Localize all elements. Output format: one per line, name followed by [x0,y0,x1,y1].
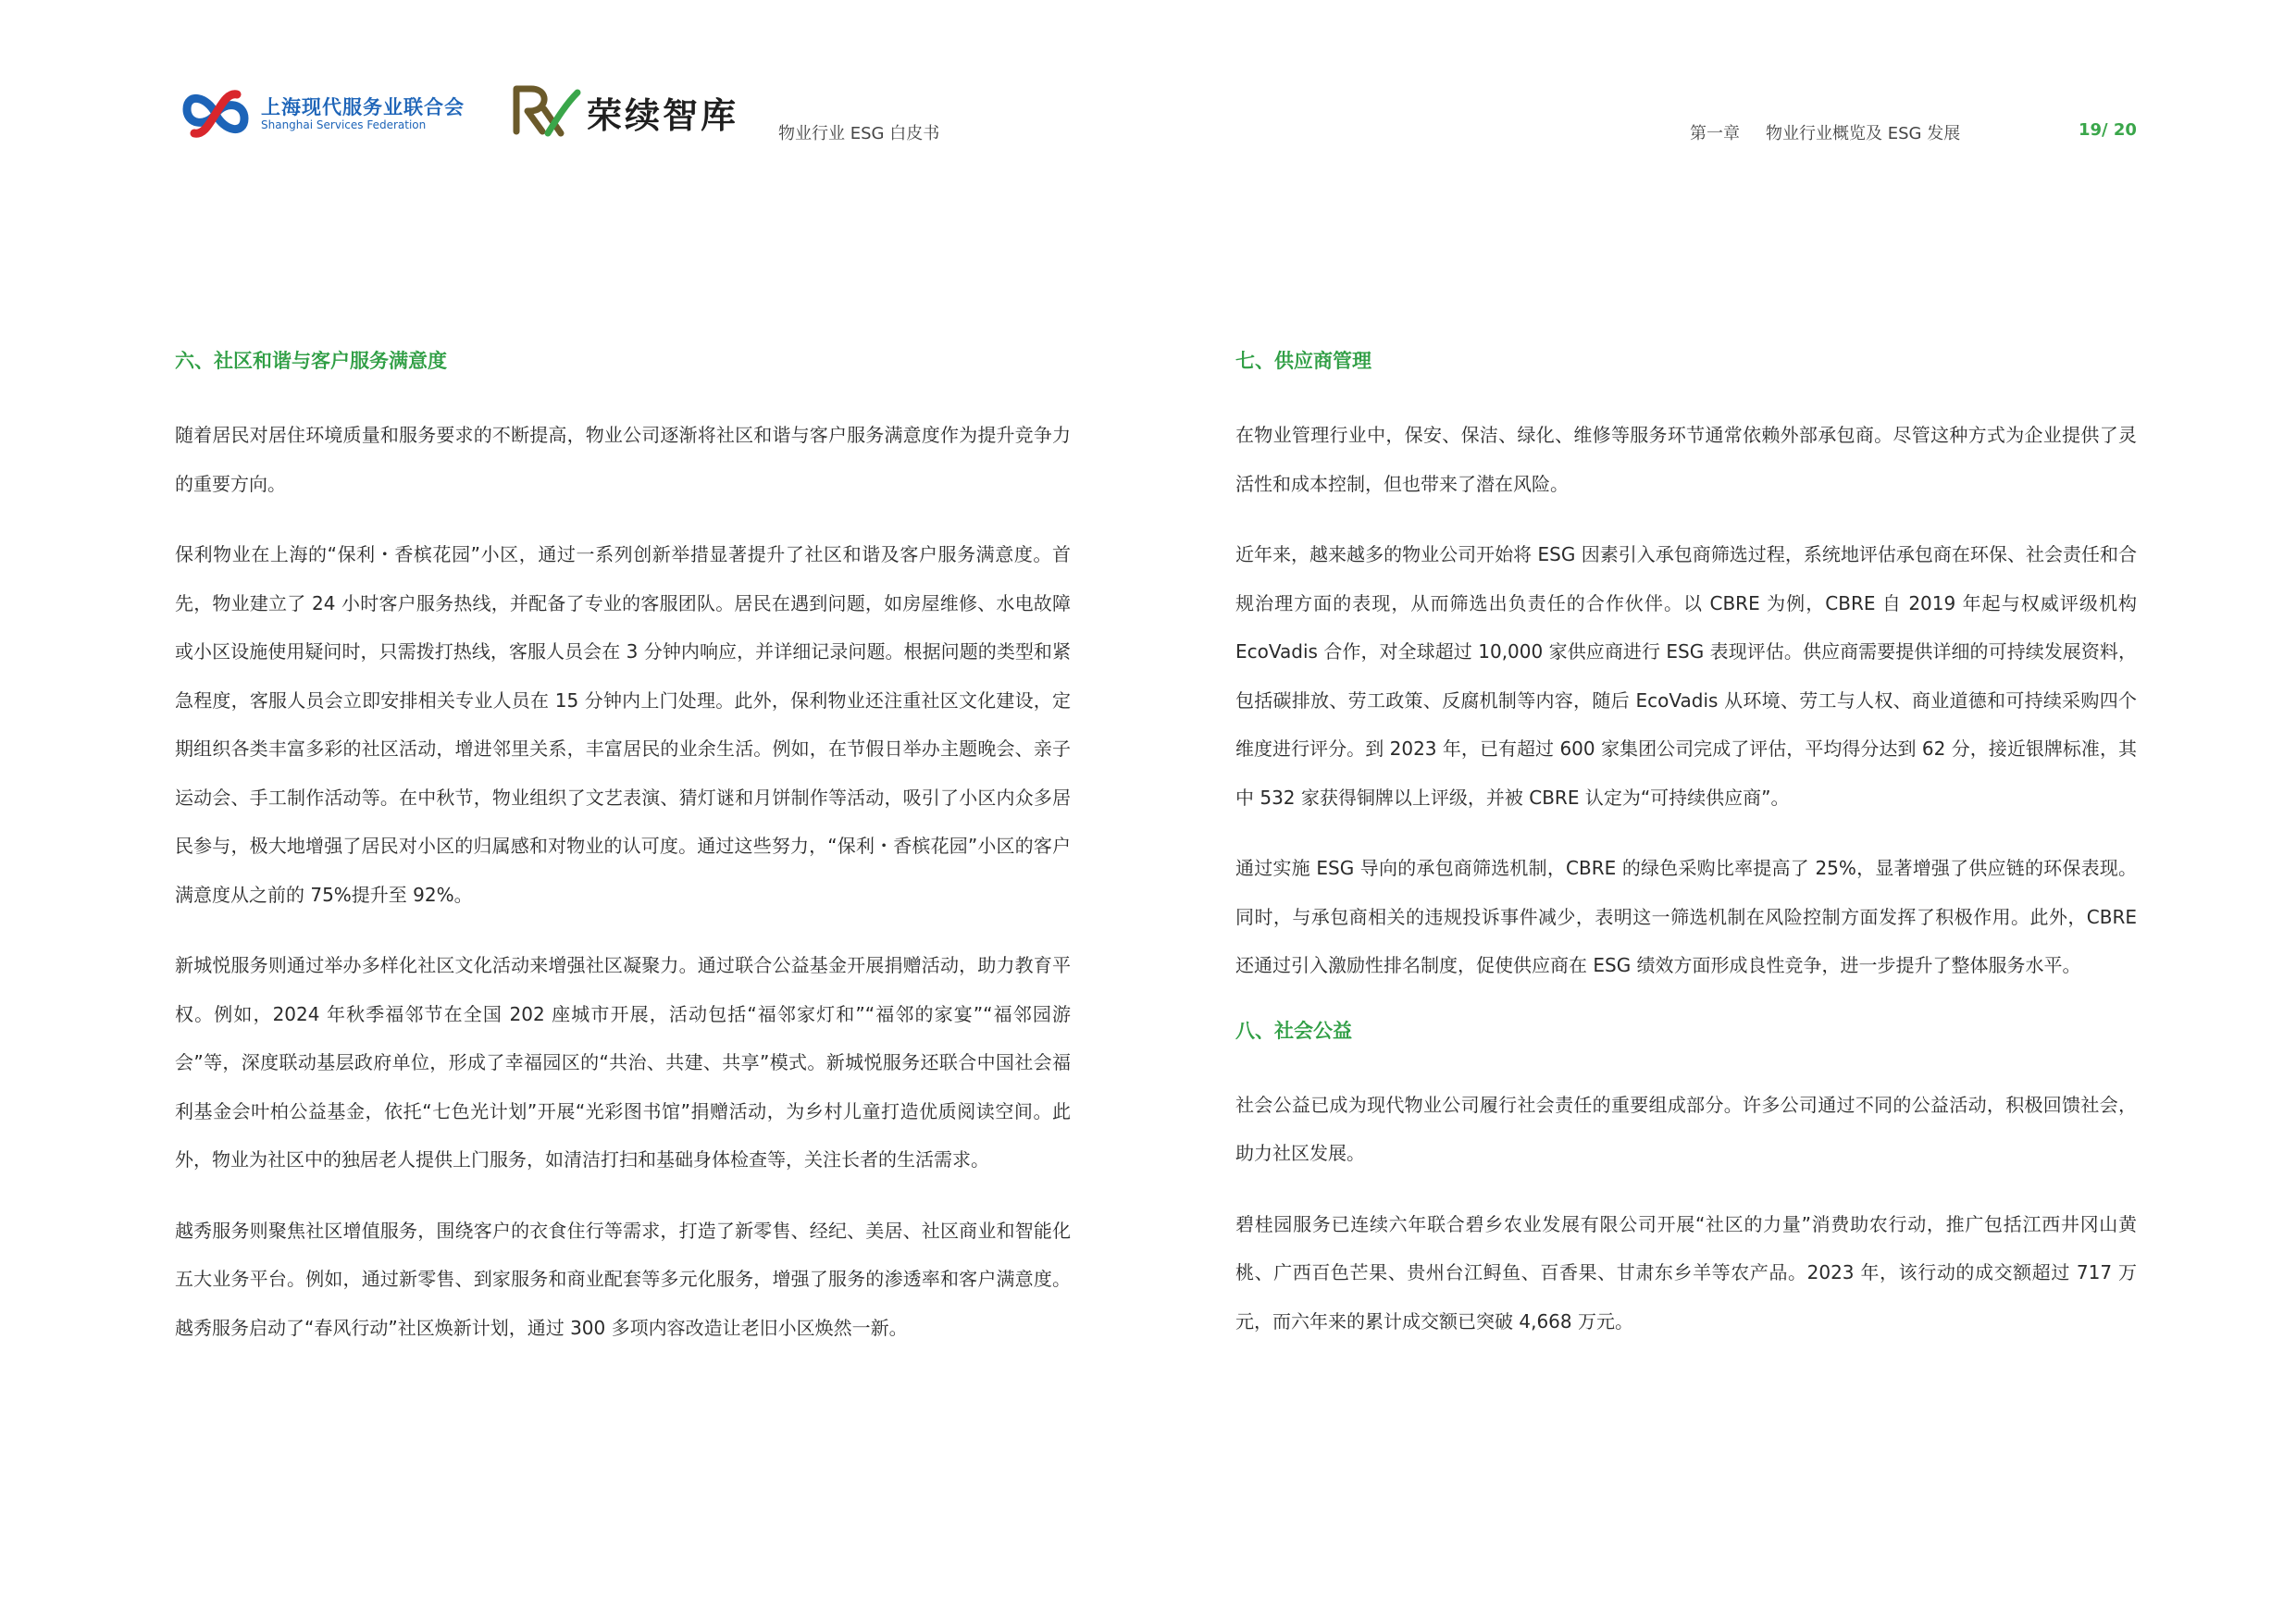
paragraph: 保利物业在上海的“保利・香槟花园”小区，通过一系列创新举措显著提升了社区和谐及客户服务满意度。首先，物业建立了 24 小时客户服务热线，并配备了专业的客服团队。居民在遇到问题，如房屋维修、水电故障或小区设施使用疑问时，只需拨打热线，客服人员会在 3 分钟内响应，并详细记录问题。根据问题的类型和紧急程度，客服人员会立即安排相关专业人员在 15 分钟内上门处理。此外，保利物业还注重社区文化建设，定期组织各类丰富多彩的社区活动，增进邻里关系，丰富居民的业余生活。例如，在节假日举办主题晚会、亲子运动会、手工制作活动等。在中秋节，物业组织了文艺表演、猜灯谜和月饼制作等活动，吸引了小区内众多居民参与，极大地增强了居民对小区的归属感和对物业的认可度。通过这些努力，“保利・香槟花园”小区的客户满意度从之前的 75%提升至 92%。 [175,543,1071,906]
paragraph: 随着居民对居住环境质量和服务要求的不断提高，物业公司逐渐将社区和谐与客户服务满意度作为提升竞争力的重要方向。 [175,424,1071,495]
brand-name: 荣续智库 [587,95,739,136]
section-heading-social-welfare: 八、社会公益 [1235,1019,1352,1042]
page-number: 19/ 20 [2079,120,2137,140]
left-column [175,342,1071,1374]
paragraph: 新城悦服务则通过举办多样化社区文化活动来增强社区凝聚力。通过联合公益基金开展捐赠活动，助力教育平权。例如，2024 年秋季福邻节在全国 202 座城市开展，活动包括“福邻家灯和”“福邻的家宴”“福邻园游会”等，深度联动基层政府单位，形成了幸福园区的“共治、共建、共享”模式。新城悦服务还联合中国社会福利基金会叶柏公益基金，依托“七色光计划”开展“光彩图书馆”捐赠活动，为乡村儿童打造优质阅读空间。此外，物业为社区中的独居老人提供上门服务，如清洁打扫和基础身体检查等，关注长者的生活需求。 [175,954,1071,1171]
rx-emblem-icon [511,81,581,139]
paragraph: 通过实施 ESG 导向的承包商筛选机制，CBRE 的绿色采购比率提高了 25%，显著增强了供应链的环保表现。同时，与承包商相关的违规投诉事件减少，表明这一筛选机制在风险控制方面发挥了积极作用。此外，CBRE 还通过引入激励性排名制度，促使供应商在 ESG 绩效方面形成良性竞争，进一步提升了整体服务水平。 [1235,857,2137,976]
right-column [1235,342,2137,1368]
paragraph: 近年来，越来越多的物业公司开始将 ESG 因素引入承包商筛选过程，系统地评估承包商在环保、社会责任和合规治理方面的表现，从而筛选出负责任的合作伙伴。以 CBRE 为例，CBRE 自 2019 年起与权威评级机构 EcoVadis 合作，对全球超过 10,000 家供应商进行 ESG 表现评估。供应商需要提供详细的可持续发展资料，包括碳排放、劳工政策、反腐机制等内容，随后 EcoVadis 从环境、劳工与人权、商业道德和可持续采购四个维度进行评分。到 2023 年，已有超过 600 家集团公司完成了评估，平均得分达到 62 分，接近银牌标准，其中 532 家获得铜牌以上评级，并被 CBRE 认定为“可持续供应商”。 [1235,543,2137,809]
shanghai-services-federation-logo [181,85,487,144]
paragraph: 在物业管理行业中，保安、保洁、绿化、维修等服务环节通常依赖外部承包商。尽管这种方式为企业提供了灵活性和成本控制，但也带来了潜在风险。 [1235,424,2137,495]
chapter-number: 第一章 [1690,124,1740,143]
chapter-header [1690,120,1960,144]
page-header [0,0,2296,176]
federation-emblem-icon [181,87,250,141]
chapter-title: 物业行业概览及 ESG 发展 [1766,124,1961,143]
org-name-en: Shanghai Services Federation [261,118,427,131]
section-heading-community-harmony: 六、社区和谐与客户服务满意度 [175,350,447,372]
document-title: 物业行业 ESG 白皮书 [778,124,940,143]
paragraph: 社会公益已成为现代物业公司履行社会责任的重要组成部分。许多公司通过不同的公益活动，积极回馈社会，助力社区发展。 [1235,1093,2137,1164]
paragraph: 越秀服务则聚焦社区增值服务，围绕客户的衣食住行等需求，打造了新零售、经纪、美居、社区商业和智能化五大业务平台。例如，通过新零售、到家服务和商业配套等多元化服务，增强了服务的渗透率和客户满意度。越秀服务启动了“春风行动”社区焕新计划，通过 300 多项内容改造让老旧小区焕然一新。 [175,1219,1071,1339]
paragraph: 碧桂园服务已连续六年联合碧乡农业发展有限公司开展“社区的力量”消费助农行动，推广包括江西井冈山黄桃、广西百色芒果、贵州台江鲟鱼、百香果、甘肃东乡羊等农产品。2023 年，该行动的成交额超过 717 万元，而六年来的累计成交额已突破 4,668 万元。 [1235,1212,2137,1333]
org-name-cn: 上海现代服务业联合会 [261,96,465,118]
rongxu-think-tank-logo [511,81,751,143]
section-heading-supplier-management: 七、供应商管理 [1235,350,1371,372]
